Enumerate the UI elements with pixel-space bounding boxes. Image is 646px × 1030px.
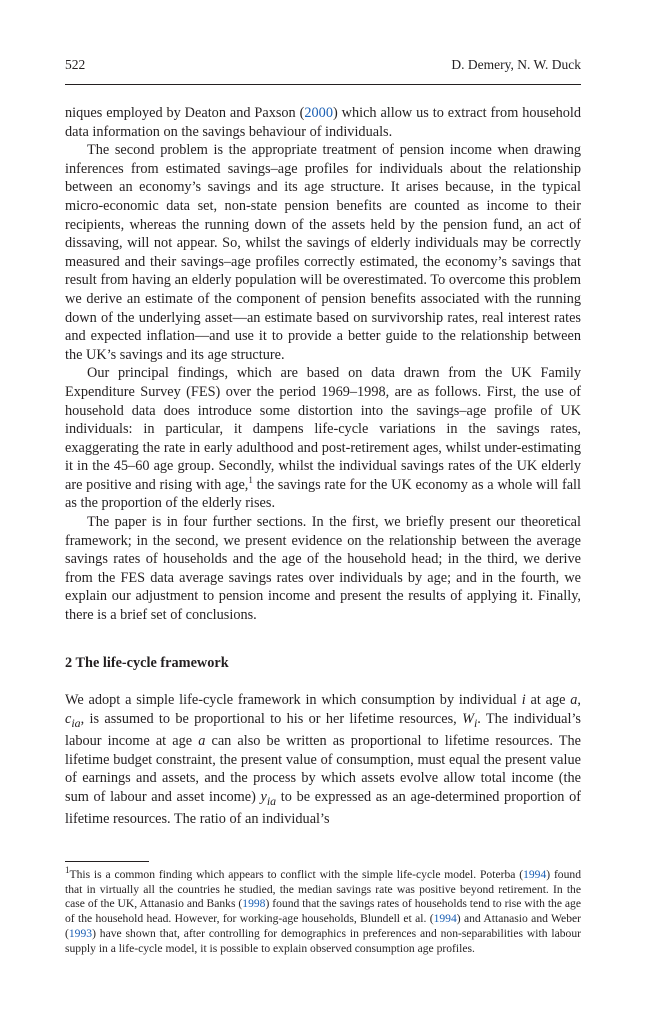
text-run: , is assumed to be proportional to his or her lifetime resources, (80, 710, 463, 727)
text-run: We adopt a simple life-cycle framework in which consumption by individual (65, 692, 522, 708)
footnote-1 (65, 865, 582, 956)
math-var-base: y (260, 788, 267, 805)
text-run: Our principal findings, which are based on data drawn from the UK Family Expenditure Survey (FES) over the period 1969–1998, are as follows. First, the use of household data does introduce some distortion into the savings–age profile of UK individuals: in particular, it dampens life-cycle variations in the savings rates, exaggerating the rate in early adulthood and post-retirement ages, whilst under-estimating it in the 45–60 age group. Secondly, whilst the individual savings rates of the UK elderly are positive and rising with age, (65, 365, 581, 493)
body-text (65, 104, 581, 625)
math-var (260, 788, 277, 808)
text-run: ) found that the savings rates of households tend to rise with the age of the household head. However, for working-age households, Blundell et al. ( (65, 897, 581, 926)
citation-link[interactable]: 2000 (304, 105, 333, 121)
running-head-authors: D. Demery, N. W. Duck (451, 57, 581, 72)
section-body-text (65, 691, 581, 829)
math-var (462, 710, 478, 730)
math-var-sub: i (473, 715, 478, 730)
text-run: to be expressed as an age-determined proportion of lifetime resources. The ratio of an individual’s (65, 788, 581, 828)
footnote-marker: 1 (65, 865, 70, 876)
text-run: the savings rate for the UK economy as a whole will fall as the proportion of the elderly rises. (65, 476, 581, 512)
text-run: ) have shown that, after controlling for demographics in preferences and non-separabilities with labour supply in a life-cycle model, it is possible to explain observed consumption age profiles. (65, 926, 581, 955)
text-run: ) and Attanasio and Weber ( (65, 912, 582, 940)
paragraph-2: The second problem is the appropriate treatment of pension income when drawing inferences from estimated savings–age profiles for individuals about the relationship between an economy’s savings and its age structure. It arises because, in the typical micro-economic data set, non-state pension benefits are counted as income to their recipients, whereas the running down of the assets held by the pension fund, an act of dissaving, will not appear. So, whilst the savings of elderly individuals may be correctly measured and their savings–age profiles correctly estimated, the economy’s savings that result from having an elderly population will be overestimated. To overcome this problem we derive an estimate of the component of pension benefits associated with the running down of the underlying asset—an estimate based on survivorship rates, real interest rates and expected inflation—and use it to provide a better guide to the relationship between the UK’s savings and its age structure. (65, 142, 581, 363)
page-number: 522 (65, 57, 86, 72)
paragraph-4: The paper is in four further sections. In the first, we briefly present our theoretical framework; in the second, we present evidence on the relationship between the average savings rates of households and the age of the household head; in the third, we derive from the FES data average savings rates over individuals by age; and in the fourth, we explain our adjustment to pension income and present the results of applying it. Finally, there is a brief set of conclusions. (65, 514, 581, 624)
text-run: ) found that in virtually all the countries he studied, the median savings rate was positive beyond retirement. In the case of the UK, Attanasio and Banks ( (65, 868, 581, 911)
math-var-base: c (65, 710, 72, 727)
text-run: niques employed by Deaton and Paxson ( (65, 105, 305, 121)
paragraph-3 (65, 364, 581, 513)
citation-link[interactable]: 1993 (68, 926, 93, 940)
citation-link[interactable]: 1994 (433, 912, 457, 926)
footnote (65, 865, 582, 956)
section-heading: 2 The life-cycle framework (65, 655, 229, 671)
citation-link[interactable]: 1998 (242, 897, 266, 911)
math-var-sub: ia (71, 715, 81, 730)
text-run: can also be written as proportional to lifetime resources. The lifetime budget constraint, the present value of consumption, must equal the present value of earnings and assets, and the process by which assets evolve allow total income (the sum of labour and asset income) (65, 733, 581, 805)
citation-link[interactable]: 1994 (523, 868, 547, 881)
math-var: a (570, 692, 578, 708)
math-var: a (198, 733, 206, 750)
text-run: at age (525, 692, 571, 708)
math-var: i (521, 692, 526, 708)
paragraph-1 (65, 104, 581, 141)
math-var (65, 710, 81, 730)
header-rule (65, 84, 581, 85)
text-run: , (577, 692, 581, 708)
paragraph-5 (65, 691, 581, 829)
running-header (65, 57, 581, 77)
text-run: ) which allow us to extract from household data information on the savings behaviour of individuals. (65, 105, 581, 140)
footnote-ref[interactable]: 1 (248, 475, 253, 486)
math-var-sub: ia (266, 793, 277, 808)
footnote-rule (65, 861, 149, 862)
text-run: This is a common finding which appears to conflict with the simple life-cycle model. Poterba ( (69, 868, 524, 881)
math-var-base: W (462, 710, 474, 727)
text-run: . The individual’s labour income at age (65, 710, 581, 750)
